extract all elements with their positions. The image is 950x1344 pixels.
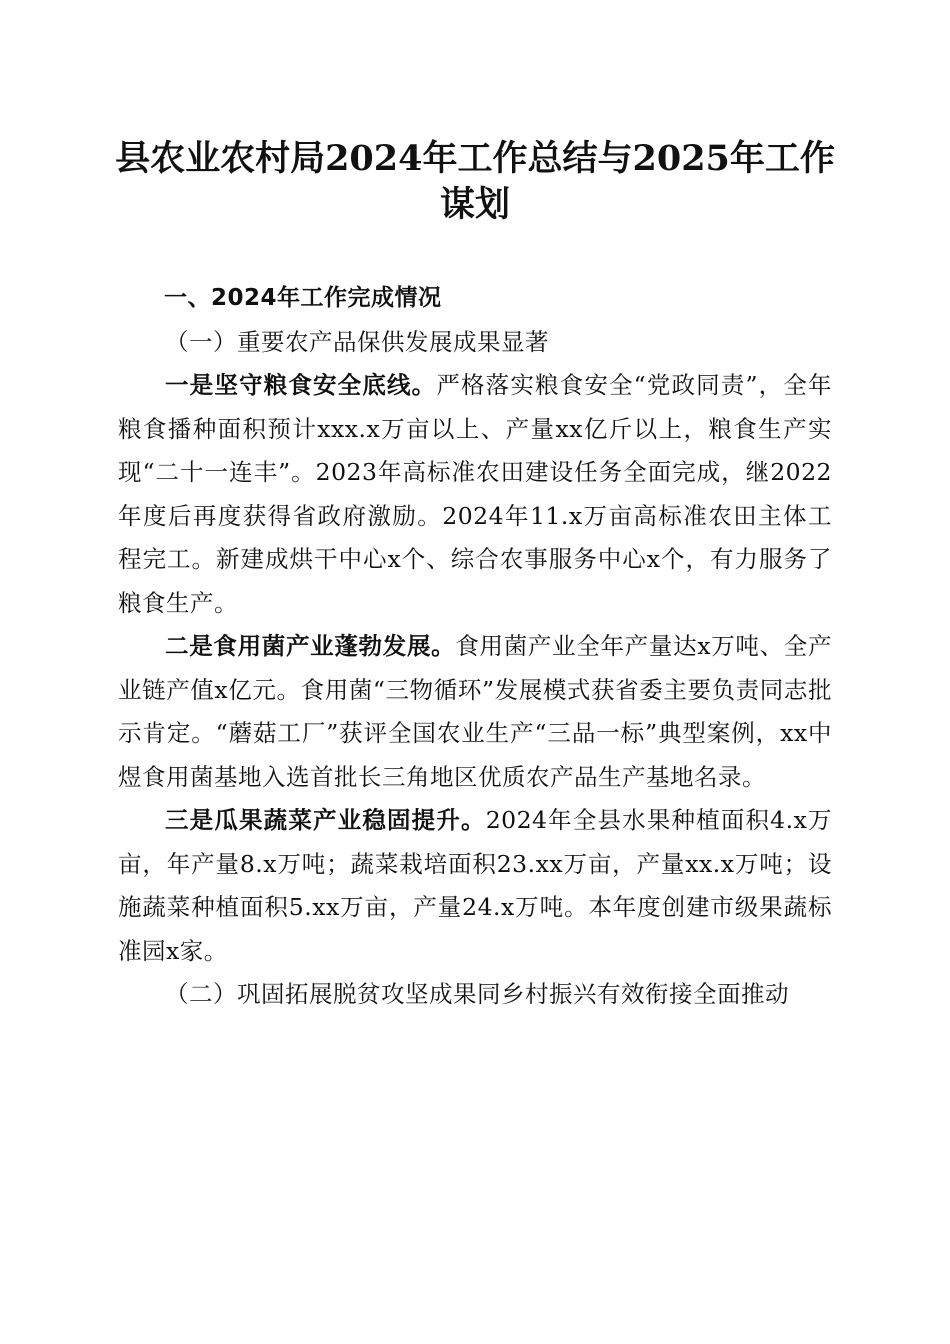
paragraph-fruit-vegetable bbox=[118, 799, 832, 973]
paragraph-text: 严格落实粮食安全“党政同责”，全年粮食播种面积预计xxx.x万亩以上、产量xx亿斤以上，粮食生产实现“二十一连丰”。2023年高标准农田建设任务全面完成，继2022年度后再度获得省政府激励。2024年11.x万亩高标准农田主体工程完工。新建成烘干中心x个、综合农事服务中心x个，有力服务了粮食生产。 bbox=[118, 371, 833, 617]
paragraph-text: 食用菌产业全年产量达x万吨、全产业链产值x亿元。食用菌“三物循环”发展模式获省委主要负责同志批示肯定。“蘑菇工厂”获评全国农业生产“三品一标”典型案例，xx中煜食用菌基地入选首批长三角地区优质农产品生产基地名录。 bbox=[118, 632, 832, 791]
subsection-heading: （一）重要农产品保供发展成果显著 bbox=[165, 327, 549, 356]
paragraph-lead: 二是食用菌产业蓬勃发展。 bbox=[165, 632, 456, 660]
document-body bbox=[118, 277, 832, 1017]
paragraph-text: 2024年全县水果种植面积4.x万亩，年产量8.x万吨；蔬菜栽培面积23.xx万亩，产量xx.x万吨；设施蔬菜种植面积5.xx万亩，产量24.x万吨。本年度创建市级果蔬标准园x家。 bbox=[118, 806, 833, 965]
subsection-heading: （二）巩固拓展脱贫攻坚成果同乡村振兴有效衔接全面推动 bbox=[165, 980, 789, 1008]
paragraph-lead: 三是瓜果蔬菜产业稳固提升。 bbox=[165, 806, 486, 834]
document-title: 县农业农村局2024年工作总结与2025年工作谋划 bbox=[115, 138, 835, 225]
paragraph-mushroom-industry bbox=[118, 625, 832, 799]
paragraph-grain-security bbox=[118, 364, 832, 625]
paragraph-lead: 一是坚守粮食安全底线。 bbox=[165, 371, 437, 399]
section-heading: 一、2024年工作完成情况 bbox=[164, 285, 442, 311]
